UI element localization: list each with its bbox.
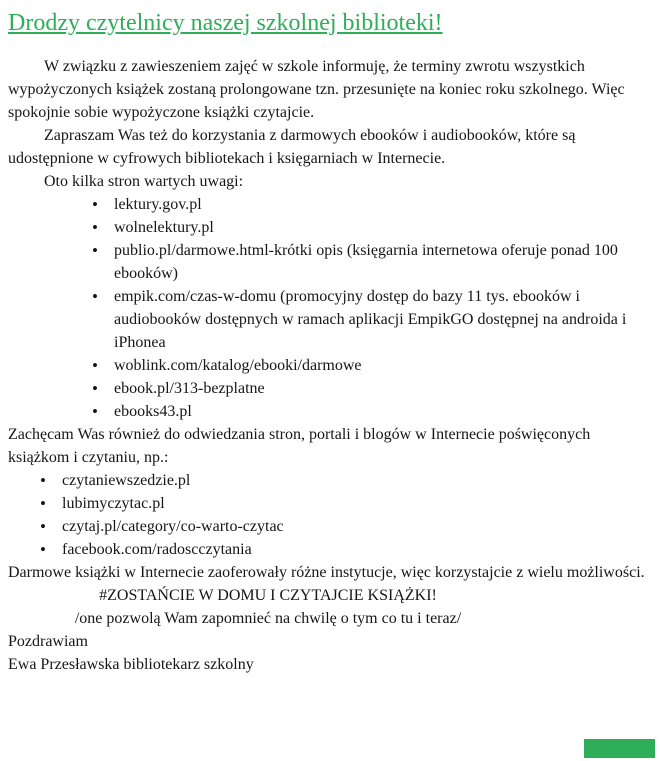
list-item [92,239,646,285]
list-item-text: woblink.com/katalog/ebooki/darmowe [114,357,362,374]
list-item [40,469,646,492]
list-item [40,515,646,538]
list-item [92,216,646,239]
list-item [92,377,646,400]
list-item-text: czytaj.pl/category/co-warto-czytac [62,518,284,535]
bullet-icon: • [40,471,46,490]
paragraph-free-books: Darmowe książki w Internecie zaoferowały różne instytucje, więc korzystajcie z wielu możliwości. [8,564,645,581]
page-title: Drodzy czytelnicy naszej szkolnej biblioteki! [8,10,443,36]
bullet-icon: • [40,540,46,559]
list-item-text: czytaniewszedzie.pl [62,472,191,489]
signature-line: Ewa Przesławska bibliotekarz szkolny [8,656,254,673]
paragraph-ebooks-invite: Zapraszam Was też do korzystania z darmowych ebooków i audiobooków, które są udostępnione w cyfrowych bibliotekach i księgarniach w Internecie. [8,127,576,167]
centered-block [8,584,528,630]
list-item-text: ebook.pl/313-bezplatne [114,380,265,397]
paragraph-blogs-invite: Zachęcam Was również do odwiedzania stron, portali i blogów w Internecie poświęconych książkom i czytaniu, np.: [8,426,591,466]
list-item [40,492,646,515]
bullet-icon: • [92,402,98,421]
list-item-text: ebooks43.pl [114,403,192,420]
list-item [92,400,646,423]
paragraph-return-terms: W związku z zawieszeniem zajęć w szkole informuję, że terminy zwrotu wszystkich wypożyczonych książek zostaną prolongowane tzn. przesunięte na koniec roku szkolnego. Więc spokojnie sobie wypożyczone książki czytajcie. [8,58,625,121]
list-item-text: lektury.gov.pl [114,196,202,213]
green-corner-badge [584,739,655,758]
bullet-icon: • [92,287,98,306]
list-item [40,538,646,561]
bullet-icon: • [92,195,98,214]
bullet-icon: • [40,494,46,513]
list-item [92,285,646,354]
list-item [92,354,646,377]
closing-line: Pozdrawiam [8,633,88,650]
list-item-text: wolnelektury.pl [114,219,214,236]
list1-intro: Oto kilka stron wartych uwagi: [44,173,244,190]
bullet-icon: • [92,241,98,260]
bullet-icon: • [92,218,98,237]
hashtag-line: #ZOSTAŃCIE W DOMU I CZYTAJCIE KSIĄŻKI! [99,587,437,604]
note-line: /one pozwolą Wam zapomnieć na chwilę o tym co tu i teraz/ [74,610,462,627]
bullet-icon: • [92,356,98,375]
ebook-sites-list [8,193,646,423]
list-item-text: publio.pl/darmowe.html-krótki opis (księgarnia internetowa oferuje ponad 100 ebooków) [114,242,618,282]
bullet-icon: • [92,379,98,398]
bullet-icon: • [40,517,46,536]
list-item-text: lubimyczytac.pl [62,495,165,512]
list-item-text: facebook.com/radoscczytania [62,541,252,558]
list-item [92,193,646,216]
reading-sites-list [8,469,646,561]
list-item-text: empik.com/czas-w-domu (promocyjny dostęp do bazy 11 tys. ebooków i audiobooków dostępnych w ramach aplikacji EmpikGO dostępnej na androida i iPhonea [114,288,627,351]
